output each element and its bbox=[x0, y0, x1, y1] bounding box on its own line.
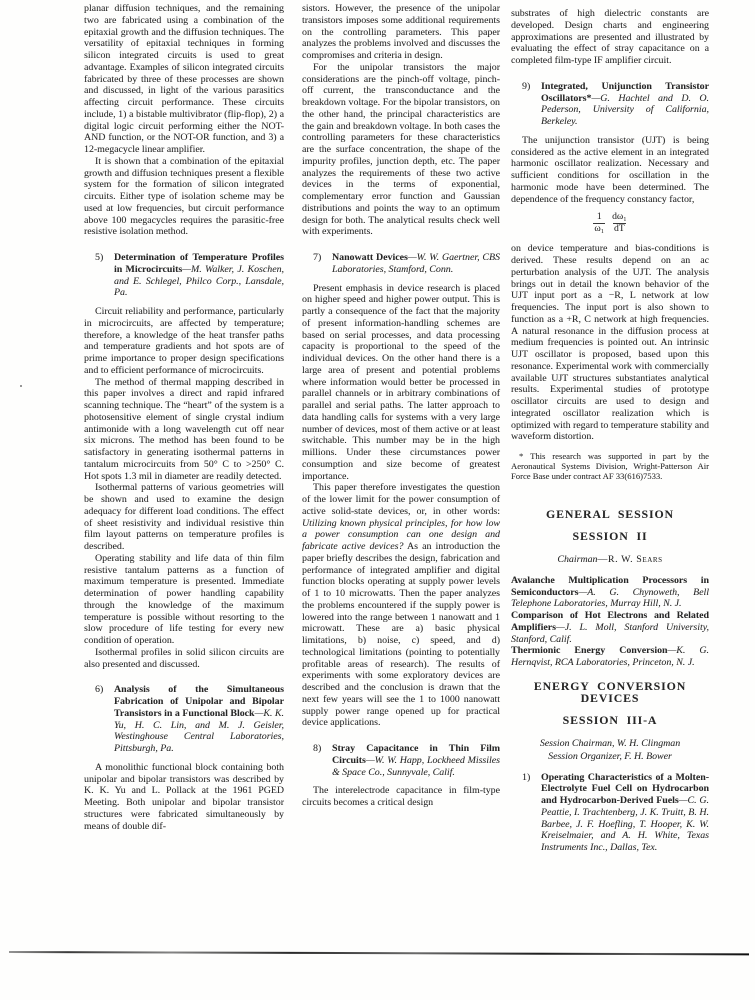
abstract-item-7 bbox=[302, 252, 500, 276]
page-bottom-rule bbox=[9, 951, 749, 955]
session-talk bbox=[511, 645, 709, 669]
column-right bbox=[511, 8, 709, 861]
session-ii-heading: SESSION II bbox=[572, 529, 648, 544]
paragraph: For the unipolar transistors the major considerations are the pinch-off voltage, pinch-off current, the transconductance and the breakdown voltage. For the bipolar transistors, on the other hand, the principal characteristics are the gain and breakdown voltage. In both cases the controlling parameters for these characteristics are the surface concentration, the shape of the impurity profiles, junction depth, etc. The paper analyzes the requirements of these two active devices in the terms of exponential, complementary error function and Gaussian distributions and points the way to an optimum design for both. The analytical results check well with experiments. bbox=[302, 61, 500, 238]
abstract-item-8 bbox=[302, 743, 500, 778]
item-authors: —C. G. Peattie, I. Trachtenberg, J. K. Truitt, B. H. Barbee, J. F. Hoefling, T. Hooper, K. W. Kreiselmaier, and A. H. White, Texas Instruments Inc., Dallas, Tex. bbox=[541, 795, 709, 854]
paragraph: substrates of high dielectric constants are developed. Design charts and engineering approximations are presented and illustrated by evaluating the effect of stray capacitance on a completed film-type IF amplifier circuit. bbox=[511, 8, 709, 66]
paragraph: on device temperature and bias-conditions is derived. These results depend on an ac perturbation analysis of the UJT. The analysis brings out in detail the known behavior of the UJT input port as a −R, L network at low frequencies. The input port is also shown to function as a +R, C network at high frequencies. A natural resonance in the diffusion process at medium frequencies is pointed out. An intrinsic UJT oscillator is proposed, based upon this resonance. Experimental work with commercially available UJT structures substantiates analytical results. Experimental studies of prototype oscillator circuits are used to design and integrated oscillator realization which is optimized with regard to temperature stability and waveform distortion. bbox=[511, 243, 709, 443]
item-authors: —W. W. Happ, Lockheed Missiles & Space Co., Sunnyvale, Calif. bbox=[332, 754, 500, 778]
paragraph: planar diffusion techniques, and the remaining two are fabricated using a combination of the epitaxial growth and the diffusion techniques. The versatility of epitaxial techniques in forming silicon integrated circuits is used to great advantage. Examples of silicon integrated circuits fabricated by three of these processes are shown and discussed, in light of the various parasitics affecting circuit performance. These circuits include, 1) a bistable multivibrator (flip-flop), 2) a digital logic circuit performing either the NOT-AND function, or the NOT-OR function, and 3) a 12-megacycle linear amplifier. bbox=[84, 3, 284, 155]
paragraph-text: This paper therefore investigates the question of the lower limit for the power consumption of active solid-state devices, or, in other words: bbox=[302, 482, 500, 517]
general-session-heading: GENERAL SESSION bbox=[546, 506, 674, 521]
item-authors: —M. Walker, J. Koschen, and E. Schlegel, Philco Corp., Lansdale, Pa. bbox=[114, 263, 284, 299]
session-organizer-line: Session Organizer, F. H. Bower bbox=[548, 750, 672, 762]
item-authors: —G. Hachtel and D. O. Pederson, University of California, Berkeley. bbox=[541, 92, 709, 127]
item-title: Operating Characteristics of a Molten-Electrolyte Fuel Cell on Hydrocarbon and Hydrocarbon-Derived Fuels bbox=[541, 771, 709, 807]
session-iiia-heading: SESSION III-A bbox=[562, 713, 658, 728]
abstract-item-9 bbox=[511, 81, 709, 128]
energy-conversion-heading: ENERGY CONVERSION DEVICES bbox=[533, 678, 687, 705]
item-number: 7) bbox=[313, 252, 322, 263]
paragraph: Isothermal patterns of various geometries will be shown and used to examine the design adequacy for different load conditions. The effect of sheet resistivity and individual resistive thin film layout patterns on temperature profiles is described. bbox=[84, 482, 284, 552]
item-number: 8) bbox=[313, 743, 322, 754]
paragraph: The interelectrode capacitance in film-type circuits becomes a critical design bbox=[302, 785, 500, 808]
item-number: 1) bbox=[522, 771, 531, 783]
abstract-item-5 bbox=[84, 252, 284, 299]
talk-title: Comparison of Hot Electrons and Related Amplifiers bbox=[511, 610, 709, 633]
item-authors: —W. W. Gaertner, CBS Laboratories, Stamford, Conn. bbox=[332, 252, 500, 275]
item-title: Nanowatt Devices bbox=[332, 252, 408, 263]
item-number: 6) bbox=[95, 684, 104, 696]
fraction-numerator: dω₁ bbox=[612, 211, 627, 223]
paragraph: It is shown that a combination of the epitaxial growth and diffusion techniques present a flexible system for the formation of silicon integrated circuits. Either type of isolation scheme may be used at low frequencies, but circuit performance above 100 megacycles requires the parasitic-free resistive isolation method. bbox=[84, 155, 284, 238]
fraction-denominator: dT bbox=[613, 222, 625, 234]
paragraph: A monolithic functional block containing both unipolar and bipolar transistors was described by K. K. Yu and L. Pollack at the 1961 PGED Meeting. Both unipolar and bipolar transistor structures were fabricated simultaneously by means of double dif- bbox=[84, 761, 284, 832]
item-authors: —K. K. Yu, H. C. Lin, and M. J. Geisler, Westinghouse Central Laboratories, Pittsburgh, Pa. bbox=[114, 707, 284, 754]
item-number: 9) bbox=[522, 80, 531, 92]
item-number: 5) bbox=[95, 252, 104, 263]
paragraph: sistors. However, the presence of the unipolar transistors imposes some additional requirements on the controlling parameters. This paper analyzes the problems involved and discusses the compromises and criteria in design. bbox=[302, 3, 500, 61]
paragraph: Present emphasis in device research is placed on higher speed and higher power output. This is partly a consequence of the fact that the majority of present information-handling schemes are based on serial processes, and data processing capacity is proportional to the speed of the individual devices. On the other hand there is a large area of present and potential problems where information would better be processed in parallel channels or in arbitrary combinations of parallel and serial paths. The latter approach to data handling calls for systems with a very large number of devices, most of them active or at least switchable. This number may be in the high millions. Under these circumstances power consumption and size become of greatest importance. bbox=[302, 282, 500, 482]
paragraph bbox=[302, 482, 500, 729]
chairman-line bbox=[511, 554, 709, 566]
fraction bbox=[612, 212, 626, 234]
fraction bbox=[593, 212, 605, 234]
item-title: Determination of Temperature Profiles in Microcircuits bbox=[114, 252, 284, 275]
paragraph: Operating stability and life data of thin film resistive tantalum patterns as a function of maximum temperature is presented. Immediate determination of power handling capability through the knowledge of the maximum temperature is possible without resorting to the slow procedure of life testing for every new condition of operation. bbox=[84, 552, 284, 646]
session-talk bbox=[511, 575, 709, 610]
talk-title: Thermionic Energy Conversion bbox=[511, 645, 668, 657]
item-title: Analysis of the Simultaneous Fabrication of Unipolar and Bipolar Transistors in a Functional Block bbox=[114, 684, 284, 719]
fraction-numerator: 1 bbox=[596, 211, 602, 223]
paragraph: Isothermal profiles in solid silicon circuits are also presented and discussed. bbox=[84, 646, 284, 670]
item-title: Integrated, Unijunction Transistor Oscillators* bbox=[541, 80, 709, 104]
talk-authors: —A. G. Chynoweth, Bell Telephone Laboratories, Murray Hill, N. J. bbox=[511, 586, 709, 610]
item-title: Stray Capacitance in Thin Film Circuits bbox=[332, 743, 500, 766]
talk-title: Avalanche Multiplication Processors in Semiconductors bbox=[511, 574, 709, 598]
paragraph-text: As an introduction the paper briefly describes the design, fabrication and performance of integrated amplifier and digital function blocks operating at supply power levels of 1 to 10 microwatts. Then the paper analyzes the problems encountered if the supply power is lowered into the range between 1 nanowatt and 1 microwatt. These are a) basic physical limitations, b) noise, c) speed, and d) technological limitations (pointing to potentially profitable areas of research). The results of experiments with some exploratory devices are described and the conclusion is drawn that the next few years will see the 1 to 1000 nanowatt supply power range opened up for practical device applications. bbox=[302, 541, 500, 729]
session-talk bbox=[511, 610, 709, 645]
emphasized-question: Utilizing known physical principles, for how low a power consumption can one design and fabricate active devices? bbox=[302, 517, 500, 552]
support-footnote: * This research was supported in part by the Aeronautical Systems Division, Wright-Patterson Air Force Base under contract AF 33(616)7533. bbox=[511, 451, 709, 482]
column-middle bbox=[302, 3, 500, 809]
paragraph: The method of thermal mapping described in this paper involves a direct and rapid infrared scanning technique. The “heart” of the system is a photosensitive element of single crystal indium antimonide with a long wavelength cut off near six microns. The method has been found to be satisfactory in generating isothermal patterns in tantalum microcircuits from 50° C to >250° C. Hot spots 1.3 mil in diameter are readily detected. bbox=[84, 376, 284, 482]
paragraph: Circuit reliability and performance, particularly in microcircuits, are affected by temperature; therefore, a knowledge of the heat transfer paths and temperature gradients and hot spots are of prime importance to proper design specifications and to efficient performance of microcircuits. bbox=[84, 306, 284, 376]
column-left bbox=[84, 3, 284, 832]
abstract-item-6 bbox=[84, 684, 284, 755]
talk-authors: —J. L. Moll, Stanford University, Stanford, Calif. bbox=[511, 621, 709, 645]
talk-authors: —K. G. Hernqvist, RCA Laboratories, Princeton, N. J. bbox=[511, 645, 709, 669]
paragraph: The unijunction transistor (UJT) is being considered as the active element in an integrated harmonic oscillator realization. Necessary and sufficient conditions for oscillation in the harmonic mode have been determined. The dependence of the frequency constancy factor, bbox=[511, 134, 709, 205]
chairman-label: Chairman bbox=[557, 554, 598, 566]
chairman-name: —R. W. Sears bbox=[597, 554, 663, 566]
abstract-item-1 bbox=[511, 772, 709, 854]
session-chairman-line: Session Chairman, W. H. Clingman bbox=[539, 738, 681, 750]
frequency-constancy-formula bbox=[511, 212, 709, 234]
scan-speck bbox=[20, 385, 22, 387]
fraction-denominator: ω₁ bbox=[594, 222, 605, 234]
